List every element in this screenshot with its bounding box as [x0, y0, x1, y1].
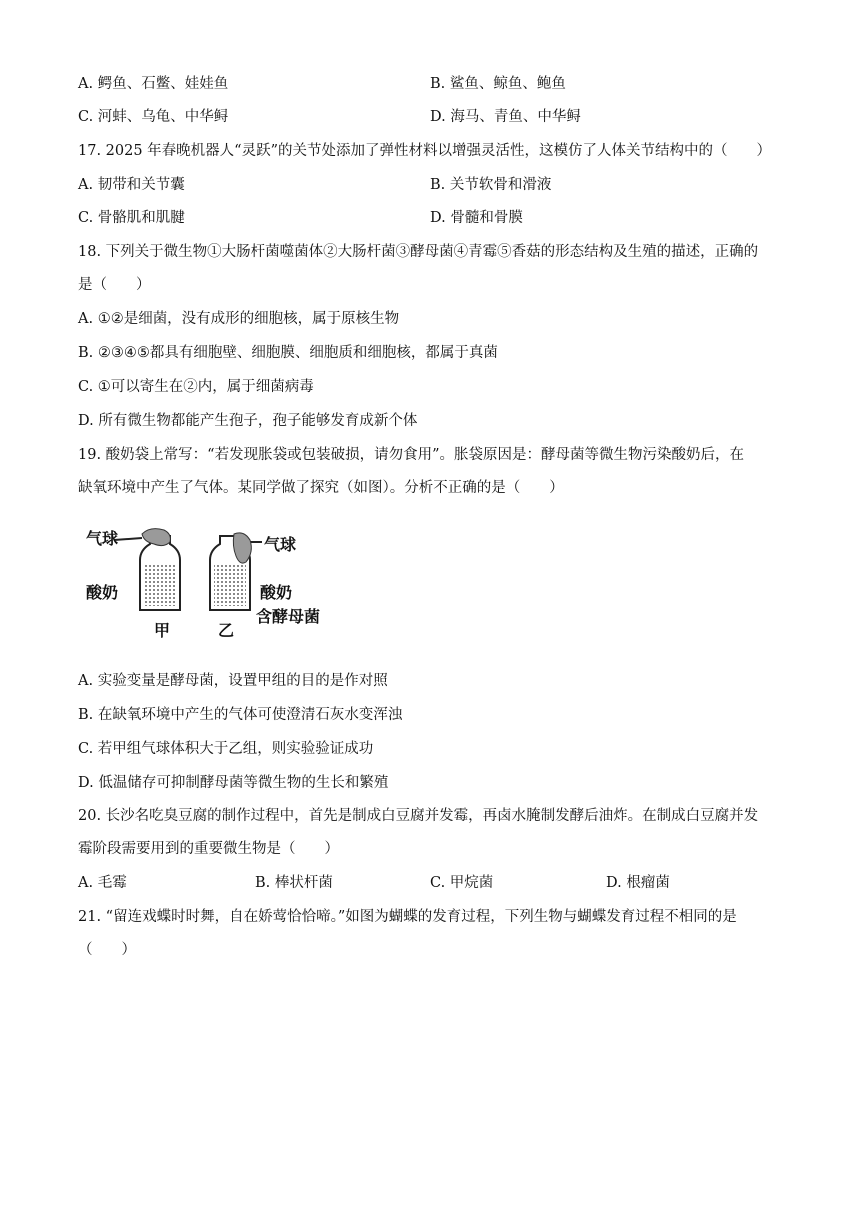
- q19-option-c: C. 若甲组气球体积大于乙组，则实验验证成功: [78, 741, 374, 757]
- q20-option-a: A. 毛霉: [78, 875, 127, 891]
- q16-option-c: C. 河蚌、乌龟、中华鲟: [78, 109, 229, 125]
- q18-option-c: C. ①可以寄生在②内，属于细菌病毒: [78, 379, 314, 395]
- q19-option-b: B. 在缺氧环境中产生的气体可使澄清石灰水变浑浊: [78, 707, 403, 723]
- figure-label-yogurt-right: 酸奶: [260, 583, 293, 602]
- q20-option-c: C. 甲烷菌: [430, 875, 494, 891]
- q18-stem-line2: 是（ ）: [78, 277, 151, 293]
- q19-stem-line2: 缺氧环境中产生了气体。某同学做了探究（如图）。分析不正确的是（ ）: [78, 480, 564, 496]
- figure-label-balloon-left: 气球: [86, 529, 119, 548]
- figure-label-yi: 乙: [218, 621, 235, 640]
- q21-stem-line1: 21. “留连戏蝶时时舞，自在娇莺恰恰啼。”如图为蝴蝶的发育过程，下列生物与蝴蝶发育过程不相同的是: [78, 909, 737, 925]
- yogurt-experiment-figure: [84, 524, 354, 642]
- q18-stem-line1: 18. 下列关于微生物①大肠杆菌噬菌体②大肠杆菌③酵母菌④青霉⑤香菇的形态结构及生殖的描述，正确的: [78, 244, 759, 260]
- q18-option-b: B. ②③④⑤都具有细胞壁、细胞膜、细胞质和细胞核，都属于真菌: [78, 345, 498, 361]
- q17-option-a: A. 韧带和关节囊: [78, 177, 185, 193]
- q20-stem-line1: 20. 长沙名吃臭豆腐的制作过程中，首先是制成白豆腐并发霉，再卤水腌制发酵后油炸。在制成白豆腐并发: [78, 808, 759, 824]
- balloon-jia: [142, 529, 170, 546]
- figure-label-yeast: 含酵母菌: [256, 607, 321, 626]
- q16-option-a: A. 鳄鱼、石鳖、娃娃鱼: [78, 76, 229, 92]
- figure-label-jia: 甲: [154, 621, 171, 640]
- q16-option-d: D. 海马、青鱼、中华鲟: [430, 109, 581, 125]
- q16-option-b: B. 鲨鱼、鲸鱼、鲍鱼: [430, 76, 566, 92]
- q17-option-d: D. 骨髓和骨膜: [430, 210, 523, 226]
- q20-option-b: B. 棒状杆菌: [255, 875, 333, 891]
- q18-option-a: A. ①②是细菌，没有成形的细胞核，属于原核生物: [78, 311, 400, 327]
- q19-option-d: D. 低温储存可抑制酵母菌等微生物的生长和繁殖: [78, 775, 389, 791]
- q20-stem-line2: 霉阶段需要用到的重要微生物是（ ）: [78, 841, 339, 857]
- q19-option-a: A. 实验变量是酵母菌，设置甲组的目的是作对照: [78, 673, 388, 689]
- q21-stem-line2: （ ）: [78, 942, 136, 958]
- q17-option-b: B. 关节软骨和滑液: [430, 177, 552, 193]
- balloon-yi: [233, 533, 251, 563]
- q17-option-c: C. 骨骼肌和肌腱: [78, 210, 185, 226]
- q20-option-d: D. 根瘤菌: [606, 875, 670, 891]
- q19-stem-line1: 19. 酸奶袋上常写：“若发现胀袋或包装破损，请勿食用”。胀袋原因是：酵母菌等微生物污染酸奶后，在: [78, 447, 744, 463]
- figure-label-balloon-right: 气球: [264, 535, 297, 554]
- q18-option-d: D. 所有微生物都能产生孢子，孢子能够发育成新个体: [78, 413, 418, 429]
- figure-label-yogurt-left: 酸奶: [86, 583, 119, 602]
- q17-stem: 17. 2025 年春晚机器人“灵跃”的关节处添加了弹性材料以增强灵活性，这模仿了人体关节结构中的（ ）: [78, 143, 772, 159]
